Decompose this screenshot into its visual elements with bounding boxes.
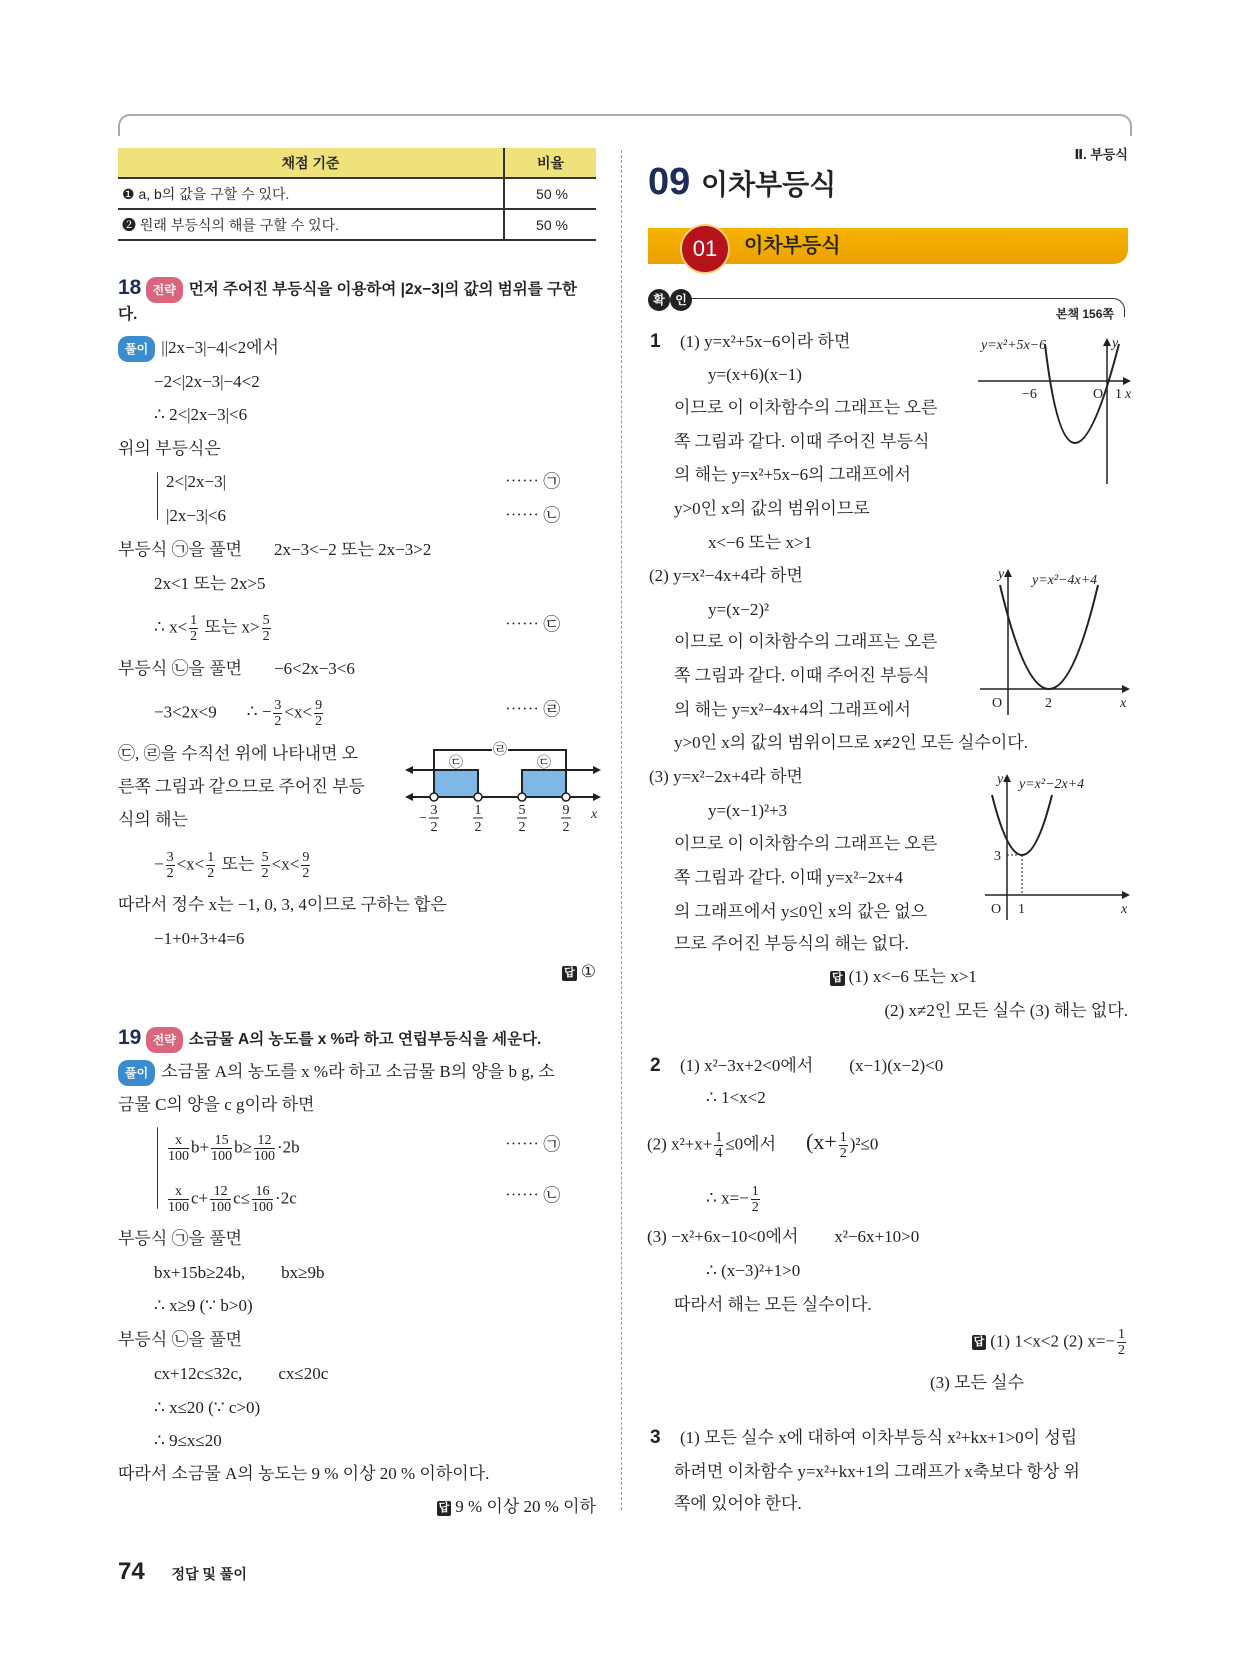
math: 또는 x>: [200, 617, 260, 637]
open-point: [562, 793, 570, 801]
equation-tag: ⋯⋯ ㉣: [505, 700, 561, 719]
answer-text: 9 % 이상 20 % 이하: [455, 1497, 596, 1516]
math: bx≥9b: [281, 1263, 325, 1282]
section-title: 이차부등식: [744, 235, 841, 257]
text-line: 의 그래프에서 y≤0인 x의 값은 없으: [674, 902, 928, 921]
math: <x<: [284, 702, 313, 722]
fraction: [166, 850, 175, 881]
arrow-icon: [1122, 685, 1130, 693]
math-line: ∴ (x−3)²+1>0: [706, 1261, 801, 1280]
text-line: 의 해는 y=x²+5x−6의 그래프에서: [674, 465, 911, 484]
curve-label: y=x²+5x−6: [981, 338, 1047, 353]
fraction: [1117, 1327, 1126, 1358]
strategy-text: 소금물 A의 농도를 x %라 하고 연립부등식을 세운다.: [188, 1031, 542, 1048]
math-line: −1+0+3+4=6: [154, 929, 245, 948]
math-line: 2<|2x−3|: [166, 472, 226, 491]
table-row: [118, 209, 596, 240]
fraction: [168, 1184, 189, 1215]
strategy-badge: 전략: [146, 1027, 183, 1053]
arrow-icon: [1003, 774, 1011, 782]
math: cx+12c≤32c,: [154, 1364, 243, 1383]
arrow-left-icon: [405, 766, 413, 774]
column-divider: [621, 150, 622, 1510]
numerator: x: [168, 1184, 189, 1200]
equation-tag: ⋯⋯ ㉡: [505, 1186, 561, 1205]
x-axis-label: x: [1121, 902, 1128, 917]
numerator: 12: [254, 1133, 275, 1149]
y-axis-label: y: [997, 772, 1004, 787]
math: −6<2x−3<6: [274, 659, 355, 678]
text-line: 쪽에 있어야 한다.: [674, 1494, 802, 1513]
math-line: ∴ 2<|2x−3|<6: [154, 405, 248, 424]
text-line: 위의 부등식은: [118, 439, 221, 458]
math-line: ||2x−3|−4|<2에서: [161, 338, 279, 357]
text-line: 의 해는 y=x²−4x+4의 그래프에서: [674, 700, 911, 719]
math-line: |2x−3|<6: [166, 506, 226, 525]
arrow-right-icon: [593, 793, 601, 801]
math-line: (1) y=x²+5x−6이라 하면: [680, 332, 851, 351]
text: 부등식 ㉠을 풀면: [118, 540, 243, 559]
denominator: 2: [315, 714, 323, 729]
denominator: 100: [168, 1200, 189, 1215]
answer-text: (1) 1<x<2 (2) x=−: [990, 1331, 1115, 1351]
math-line: [154, 1261, 325, 1285]
denominator: 2: [839, 1146, 847, 1161]
label-d: ㉣: [493, 743, 507, 758]
tick-den: 2: [518, 820, 526, 835]
arrow-right-icon: [593, 766, 601, 774]
math: ∴ x=−: [706, 1188, 749, 1208]
fraction: [839, 1130, 848, 1161]
chapter-tag: Ⅱ. 부등식: [1074, 147, 1128, 162]
open-point: [518, 793, 526, 801]
math-line: [680, 1054, 943, 1078]
vertex-x-label: 1: [1018, 902, 1025, 917]
math: 또는: [217, 854, 259, 874]
ratio: 50 %: [504, 178, 596, 209]
answer-text: (1) x<−6 또는 x>1: [848, 967, 977, 986]
parabola: [1045, 344, 1119, 443]
system-brace: [157, 472, 158, 520]
x-axis-label: x: [1125, 387, 1132, 402]
fraction: [314, 698, 323, 729]
x-axis-label: x: [1120, 696, 1127, 711]
criteria-text: a, b의 값을 구할 수 있다.: [138, 185, 290, 202]
question-number: 3: [650, 1427, 661, 1448]
math-line: [166, 1184, 297, 1215]
numerator: 5: [261, 850, 269, 865]
parabola: [992, 795, 1052, 855]
math-line: x<−6 또는 x>1: [708, 533, 813, 552]
fraction: [261, 850, 270, 881]
table-row: [118, 178, 596, 209]
system-brace: [157, 1127, 158, 1209]
origin-label: O: [1093, 387, 1104, 402]
text: 소금물 A의 농도를 x %라 하고 소금물 B의 양을 b g, 소: [161, 1062, 555, 1081]
number-line-diagram: [405, 740, 605, 840]
problem-number: 19: [118, 1026, 142, 1049]
denominator: 2: [274, 714, 282, 729]
reference-page: 본책 156쪽: [1055, 307, 1114, 321]
tick-num: 3: [430, 803, 438, 818]
text-line: 따라서 해는 모든 실수이다.: [674, 1295, 872, 1314]
denominator: 4: [715, 1146, 723, 1161]
chapter-name: 이차부등식: [701, 169, 837, 200]
math: 2x−3<−2 또는 2x−3>2: [274, 540, 432, 559]
arrow-icon: [1103, 338, 1111, 346]
text-line: 따라서 소금물 A의 농도는 9 % 이상 20 % 이하이다.: [118, 1464, 490, 1483]
math: (x+: [806, 1129, 837, 1155]
text-line: 이므로 이 이차함수의 그래프는 오른: [674, 632, 938, 651]
origin-label: O: [991, 902, 1002, 917]
strategy-badge: 전략: [146, 277, 183, 303]
text-line: ㉢, ㉣을 수직선 위에 나타내면 오: [118, 744, 359, 763]
math-line: [154, 1362, 328, 1386]
arrow-icon: [1123, 377, 1131, 385]
chapter-title: [648, 160, 836, 211]
math: ·2c: [275, 1188, 297, 1208]
math-line: [706, 1184, 762, 1215]
strategy-text-cont: 다.: [118, 306, 138, 323]
fraction: [751, 1184, 760, 1215]
page-top-frame: [118, 114, 1132, 136]
fraction: [210, 1184, 231, 1215]
text-line: 식의 해는: [118, 810, 188, 829]
check-badge-char: 확: [648, 289, 670, 311]
open-point: [430, 793, 438, 801]
question-number: 1: [650, 331, 661, 352]
tick-num: 9: [562, 803, 570, 818]
math: bx+15b≥24b,: [154, 1263, 246, 1282]
page-number: 74: [118, 1558, 145, 1585]
fraction: [206, 850, 215, 881]
chapter-number: 09: [648, 161, 691, 203]
numerator: 3: [166, 850, 174, 865]
equation-tag: ⋯⋯ ㉢: [505, 615, 561, 634]
denominator: 100: [252, 1200, 274, 1215]
tick-num: 1: [474, 803, 482, 818]
tick-den: 2: [430, 820, 438, 835]
math: ∴ −: [246, 702, 272, 722]
label-c: ㉢: [449, 756, 463, 771]
math-line: [166, 1133, 300, 1164]
y-axis-label: y: [1112, 336, 1119, 351]
equation-tag: ⋯⋯ ㉠: [505, 1135, 561, 1154]
numerator: 1: [207, 850, 215, 865]
root-label: −6: [1022, 387, 1037, 402]
math: (x−1)(x−2)<0: [849, 1056, 944, 1075]
math-line: [118, 657, 355, 681]
answer-line: [972, 1327, 1128, 1358]
numerator: 1: [1118, 1327, 1125, 1342]
numerator: 12: [210, 1184, 231, 1200]
header-ratio: 비율: [504, 148, 596, 178]
math: c≤: [233, 1188, 251, 1208]
check-badge: [648, 287, 692, 311]
text-line: 이므로 이 이차함수의 그래프는 오른: [674, 398, 938, 417]
numerator: 1: [839, 1130, 847, 1145]
origin-label: O: [992, 696, 1003, 711]
answer-line: (3) 모든 실수: [930, 1373, 1025, 1392]
root-label: 1: [1115, 387, 1122, 402]
tick-den: 2: [474, 820, 482, 835]
text: 부등식 ㉡을 풀면: [118, 659, 243, 678]
numerator: 1: [190, 613, 198, 628]
solution-badge: 풀이: [118, 1060, 155, 1086]
text-line: y>0인 x의 값의 범위이므로: [674, 499, 870, 518]
graph-3: [985, 770, 1135, 925]
math-line: y=(x+6)(x−1): [708, 365, 802, 384]
answer-line: [437, 1495, 596, 1519]
y-axis-label: y: [998, 567, 1005, 582]
math-line: [647, 1225, 919, 1249]
criteria-text: 원래 부등식의 해를 구할 수 있다.: [139, 216, 340, 233]
arrow-left-icon: [405, 793, 413, 801]
math-line: −2<|2x−3|−4<2: [154, 372, 260, 391]
solution-line: [118, 336, 279, 362]
text-line: 이므로 이 이차함수의 그래프는 오른: [674, 834, 938, 853]
math: <x<: [176, 854, 205, 874]
denominator: 2: [1118, 1343, 1125, 1358]
answer-badge: 답: [832, 971, 843, 984]
math: ≤0에서: [725, 1134, 777, 1154]
math-line: [647, 1130, 878, 1161]
marker: ❶: [122, 185, 135, 202]
curve-label: y=x²−2x+4: [1019, 777, 1085, 792]
vertex-y-label: 3: [994, 849, 1001, 864]
math: −3<2x<9: [154, 702, 217, 722]
arrow-icon: [1122, 891, 1130, 899]
vertex-x-label: 2: [1045, 696, 1052, 711]
equation-tag: ⋯⋯ ㉡: [505, 506, 561, 525]
math-line: ∴ x≥9 (∵ b>0): [154, 1296, 253, 1315]
math-line: y=(x−1)²+3: [708, 801, 788, 820]
tick-den: 2: [562, 820, 570, 835]
answer-badge: 답: [438, 1501, 450, 1514]
text-line: 므로 주어진 부등식의 해는 없다.: [674, 934, 909, 953]
math-line: [154, 850, 312, 881]
region-c-left: [434, 770, 478, 797]
strategy-text: 먼저 주어진 부등식을 이용하여 |2x−3|의 값의 범위를 구한: [188, 281, 577, 298]
math: b+: [191, 1137, 210, 1157]
denominator: 2: [261, 866, 269, 881]
denominator: 2: [166, 866, 174, 881]
fraction: [168, 1133, 189, 1164]
numerator: 1: [715, 1130, 723, 1145]
graph-1: [975, 334, 1135, 494]
math: <x<: [271, 854, 300, 874]
fraction: [301, 850, 310, 881]
section-number: 01: [680, 224, 730, 274]
open-point: [474, 793, 482, 801]
footer: [118, 1558, 247, 1588]
fraction: [262, 613, 271, 644]
question-number: 2: [650, 1055, 661, 1076]
math-line: [118, 538, 431, 562]
parabola: [1000, 585, 1098, 689]
denominator: 2: [751, 1200, 759, 1215]
math-line: y=(x−2)²: [708, 600, 770, 619]
text-line: y>0인 x의 값의 범위이므로 x≠2인 모든 실수이다.: [674, 733, 1028, 752]
denominator: 100: [211, 1149, 233, 1164]
math: −: [154, 854, 164, 874]
numerator: 5: [262, 613, 270, 628]
math-line: (2) y=x²−4x+4라 하면: [649, 566, 803, 585]
ratio: 50 %: [504, 209, 596, 240]
text-line: 부등식 ㉡을 풀면: [118, 1330, 243, 1349]
answer-badge: 답: [564, 966, 575, 979]
arrow-icon: [1004, 569, 1012, 577]
math-line: [154, 698, 325, 729]
math: x²−6x+10>0: [834, 1227, 920, 1246]
numerator: 16: [252, 1184, 273, 1200]
math-line: (3) y=x²−2x+4라 하면: [649, 767, 803, 786]
text-line: 쪽 그림과 같다. 이때 y=x²−2x+4: [674, 868, 903, 887]
numerator: 9: [315, 698, 323, 713]
graph-2: [980, 565, 1135, 720]
answer-line: [830, 965, 977, 989]
denominator: 100: [168, 1149, 189, 1164]
equation-tag: ⋯⋯ ㉠: [505, 472, 561, 491]
math: (2) x²+x+: [647, 1134, 713, 1154]
denominator: 2: [190, 629, 198, 644]
problem-number: 18: [118, 276, 142, 299]
math-line: ∴ 9≤x≤20: [154, 1431, 222, 1450]
math: c+: [191, 1188, 209, 1208]
text-line: (1) 모든 실수 x에 대하여 이차부등식 x²+kx+1>0이 성립: [680, 1428, 1078, 1447]
math-line: ∴ 1<x<2: [706, 1088, 766, 1107]
math: (3) −x²+6x−10<0에서: [647, 1227, 799, 1246]
problem-18-heading: [118, 276, 577, 303]
answer-line: (2) x≠2인 모든 실수 (3) 해는 없다.: [884, 1001, 1128, 1020]
marker: ❷: [122, 216, 136, 233]
axis-label: x: [591, 807, 598, 822]
grading-table: [118, 148, 596, 241]
text-line: 부등식 ㉠을 풀면: [118, 1229, 243, 1248]
region-c-right: [522, 770, 566, 797]
math-line: 2x<1 또는 2x>5: [154, 574, 266, 593]
answer-badge: 답: [973, 1336, 985, 1348]
text-line: 따라서 정수 x는 −1, 0, 3, 4이므로 구하는 합은: [118, 895, 447, 914]
fraction: [273, 698, 282, 729]
answer-text: ①: [580, 962, 596, 981]
denominator: 2: [262, 629, 270, 644]
tick-sign: −: [419, 811, 427, 826]
header-criteria: 채점 기준: [118, 148, 504, 178]
denominator: 2: [302, 866, 310, 881]
math: cx≤20c: [278, 1364, 329, 1383]
answer-line: [562, 960, 596, 984]
numerator: 15: [211, 1133, 232, 1149]
curve-label: y=x²−4x+4: [1032, 573, 1098, 588]
label-c: ㉢: [537, 756, 551, 771]
numerator: 9: [302, 850, 310, 865]
tick-num: 5: [518, 803, 526, 818]
fraction: [254, 1133, 275, 1164]
footer-title: 정답 및 풀이: [171, 1566, 247, 1582]
math: b≥: [234, 1137, 252, 1157]
text-line: 금물 C의 양을 c g이라 하면: [118, 1095, 315, 1114]
fraction: [252, 1184, 273, 1215]
math: ∴ x<: [154, 617, 188, 637]
fraction: [714, 1130, 723, 1161]
math: (1) x²−3x+2<0에서: [680, 1056, 814, 1075]
fraction: [211, 1133, 232, 1164]
denominator: 100: [210, 1200, 232, 1215]
math: )²≤0: [849, 1134, 879, 1154]
denominator: 100: [253, 1149, 275, 1164]
fraction: [189, 613, 198, 644]
numerator: 3: [274, 698, 282, 713]
text-line: 하려면 이차함수 y=x²+kx+1의 그래프가 x축보다 항상 위: [674, 1462, 1080, 1481]
problem-19-heading: [118, 1026, 541, 1053]
math-line: ∴ x≤20 (∵ c>0): [154, 1398, 261, 1417]
text-line: 른쪽 그림과 같으므로 주어진 부등: [118, 777, 365, 796]
denominator: 2: [207, 866, 215, 881]
text-line: 쪽 그림과 같다. 이때 주어진 부등식: [674, 666, 930, 685]
solution-line: [118, 1060, 555, 1086]
math: ·2b: [276, 1137, 300, 1157]
check-badge-char: 인: [670, 289, 692, 311]
numerator: x: [168, 1133, 189, 1149]
numerator: 1: [751, 1184, 759, 1199]
math-line: [154, 613, 273, 644]
text-line: 쪽 그림과 같다. 이때 주어진 부등식: [674, 432, 930, 451]
solution-badge: 풀이: [118, 336, 155, 362]
